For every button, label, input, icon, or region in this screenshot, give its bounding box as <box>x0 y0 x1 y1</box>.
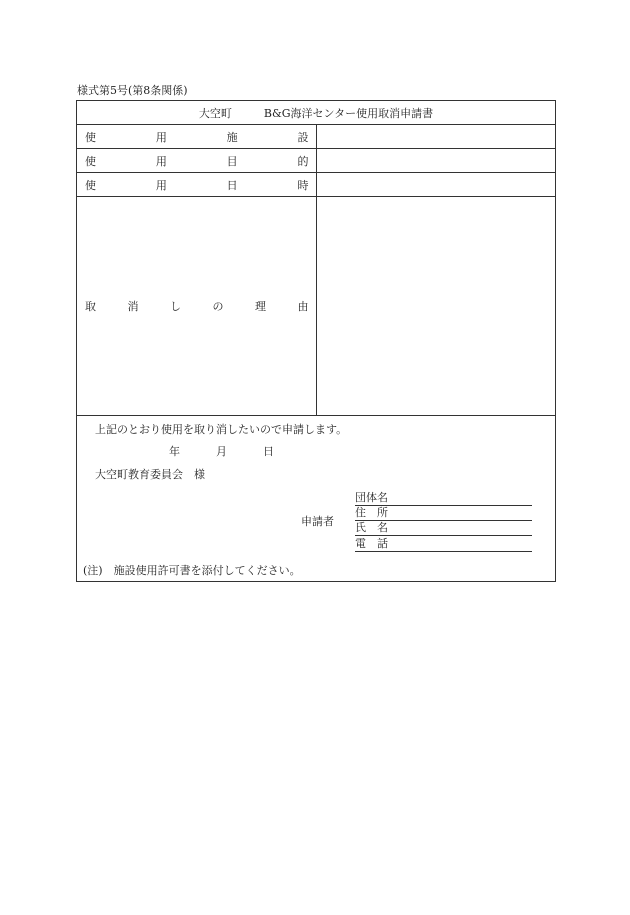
title-row <box>77 101 556 125</box>
phone-field[interactable]: 電 話 <box>355 537 532 552</box>
address-field[interactable]: 住 所 <box>355 506 532 521</box>
date-day: 日 <box>263 445 274 458</box>
declaration-section <box>77 416 556 582</box>
reason-row <box>77 197 556 416</box>
application-form-table <box>76 100 556 582</box>
purpose-row <box>77 149 556 173</box>
date-month: 月 <box>216 445 227 458</box>
facility-row <box>77 125 556 149</box>
full-name-field[interactable]: 氏 名 <box>355 521 532 536</box>
datetime-label: 使 用 日 時 <box>77 173 317 197</box>
reason-label: 取 消 し の 理 由 <box>77 197 317 416</box>
datetime-row <box>77 173 556 197</box>
datetime-field[interactable] <box>316 173 556 197</box>
applicant-label: 申請者 <box>301 515 334 528</box>
addressee: 大空町教育委員会 様 <box>95 468 205 481</box>
declaration-text: 上記のとおり使用を取り消したいので申請します。 <box>95 423 348 436</box>
organization-name-field[interactable]: 団体名 <box>355 491 532 506</box>
purpose-label: 使 用 目 的 <box>77 149 317 173</box>
facility-label: 使 用 施 設 <box>77 125 317 149</box>
form-title <box>77 101 556 125</box>
form-title-municipality: 大空町 <box>198 106 232 120</box>
reason-field[interactable] <box>316 197 556 416</box>
form-title-name: B&G海洋センター使用取消申請書 <box>263 106 434 120</box>
purpose-field[interactable] <box>316 149 556 173</box>
facility-field[interactable] <box>316 125 556 149</box>
attachment-note: (注) 施設使用許可書を添付してください。 <box>83 564 301 577</box>
date-year: 年 <box>169 445 180 458</box>
declaration-row <box>77 416 556 582</box>
form-number-label: 様式第5号(第8条関係) <box>77 84 188 97</box>
